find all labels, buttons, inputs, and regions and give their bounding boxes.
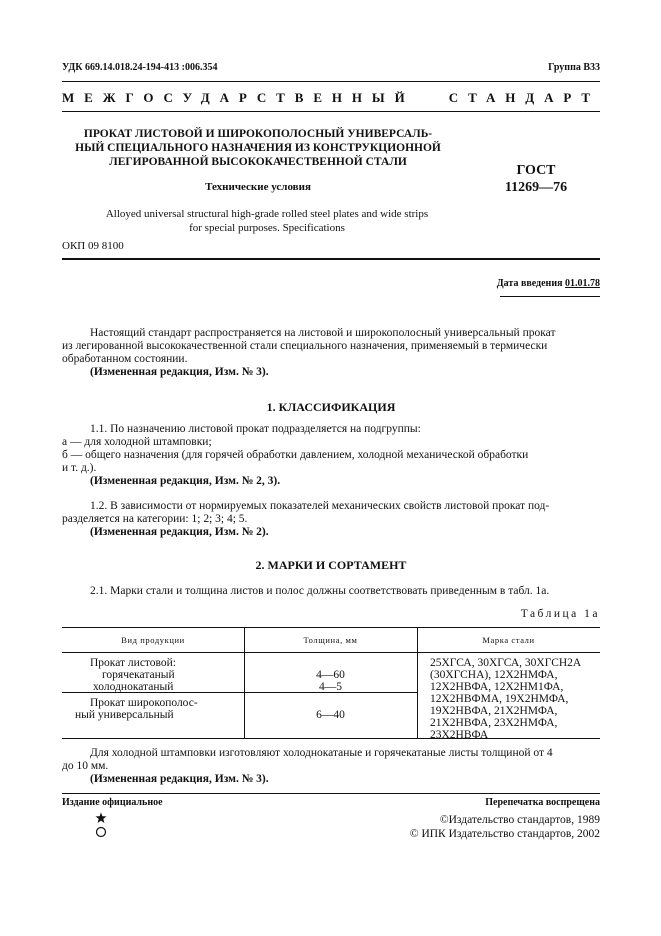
- table-cell-grade: 19Х2НВФА, 21Х2НМФА,: [430, 705, 558, 717]
- gost-number: 11269—76: [504, 180, 568, 195]
- copyright-1989: ©Издательство стандартов, 1989: [439, 814, 600, 826]
- title-line: ЛЕГИРОВАННОЙ ВЫСОКОКАЧЕСТВЕННОЙ СТАЛИ: [109, 156, 407, 168]
- table-cell-product: ный универсальный: [75, 709, 174, 721]
- p21-text: 2.1. Марки стали и толщина листов и полос должны соответствовать приведенным в табл. 1а.: [90, 585, 550, 597]
- intro-date: [400, 278, 600, 289]
- title-line: НЫЙ СПЕЦИАЛЬНОГО НАЗНАЧЕНИЯ ИЗ КОНСТРУКЦИОННОЙ: [75, 142, 441, 154]
- p11-line: а — для холодной штамповки;: [62, 436, 212, 448]
- table-cell-grade: 12Х2НВФА, 12Х2НМ1ФА,: [430, 681, 564, 693]
- footer-divider: [62, 793, 600, 794]
- gost-label: ГОСТ: [516, 163, 556, 178]
- table-caption: Таблица 1а: [520, 608, 600, 620]
- table-header-product: Вид продукции: [121, 635, 185, 645]
- copyright-2002: © ИПК Издательство стандартов, 2002: [409, 828, 600, 840]
- banner-divider: [62, 111, 600, 112]
- intro-line: обработанном состоянии.: [62, 353, 188, 365]
- gost-designation: [472, 162, 600, 196]
- english-title-line: Alloyed universal structural high-grade rolled steel plates and wide strips: [105, 208, 429, 220]
- table-cell-product: Прокат листовой:: [90, 657, 176, 669]
- star-icon: [95, 812, 107, 824]
- standard-banner: МЕЖГОСУДАРСТВЕННЫЙ СТАНДАРТ: [62, 90, 600, 105]
- p12-revision: (Измененная редакция, Изм. № 2).: [90, 526, 269, 538]
- udk-code: УДК 669.14.018.24-194-413 :006.354: [62, 62, 218, 73]
- section1-heading: 1. КЛАССИФИКАЦИЯ: [266, 400, 396, 414]
- top-divider: [62, 81, 600, 82]
- okp-code: ОКП 09 8100: [62, 240, 124, 252]
- table-cell-grade: 23Х2НВФА: [430, 729, 489, 741]
- section2-heading: 2. МАРКИ И СОРТАМЕНТ: [255, 558, 407, 572]
- table-cell-grade: 21Х2НВФА, 23Х2НМФА,: [430, 717, 558, 729]
- p11-line: и т. д.).: [62, 462, 97, 474]
- table-cell-thickness: 4—5: [319, 681, 342, 693]
- table-cell-product: Прокат широкополос-: [90, 697, 198, 709]
- intro-date-label: Дата введения: [496, 278, 563, 289]
- table-cell-thickness: 6—40: [316, 709, 345, 721]
- table-cell-product: холоднокатаный: [93, 681, 174, 693]
- document-subtitle: Технические условия: [205, 181, 311, 193]
- after-table-line: до 10 мм.: [62, 760, 109, 772]
- table-cell-grade: (30ХГСНА), 12Х2НМФА,: [430, 669, 558, 681]
- english-title-line: for special purposes. Specifications: [189, 222, 345, 234]
- table-header-border: [62, 652, 600, 653]
- after-table-line: Для холодной штамповки изготовляют холоднокатаные и горячекатаные листы толщиной от 4: [90, 747, 553, 759]
- english-title: [62, 207, 472, 235]
- intro-line: Настоящий стандарт распространяется на листовой и широкополосный универсальный прокат: [90, 327, 556, 339]
- intro-date-value: 01.01.78: [565, 278, 600, 289]
- title-line: ПРОКАТ ЛИСТОВОЙ И ШИРОКОПОЛОСНЫЙ УНИВЕРСАЛЬ-: [83, 128, 433, 140]
- table-cell-thickness: 4—60: [316, 669, 345, 681]
- table-cell-grade: 25ХГСА, 30ХГСА, 30ХГСН2А: [430, 657, 582, 669]
- table-bottom-border: [62, 738, 600, 739]
- p11-line: 1.1. По назначению листовой прокат подразделяется на подгруппы:: [90, 423, 421, 435]
- official-edition: Издание официальное: [62, 797, 163, 808]
- group-code: Группа В33: [548, 62, 600, 73]
- p11-revision: (Измененная редакция, Изм. № 2, 3).: [90, 475, 281, 487]
- table-cell-product: горячекатаный: [102, 669, 175, 681]
- intro-revision: (Измененная редакция, Изм. № 3).: [90, 366, 269, 378]
- p12-line: 1.2. В зависимости от нормируемых показателей механических свойств листовой прокат под-: [90, 500, 550, 512]
- table-header-thickness: Толщина, мм: [303, 635, 358, 645]
- table-top-border: [62, 627, 600, 628]
- p11-line: б — общего назначения (для горячей обработки давлением, холодной механической обработки: [62, 449, 529, 461]
- document-title: [62, 127, 454, 169]
- table-header-grades: Марка стали: [482, 635, 535, 645]
- reprint-notice: Перепечатка воспрещена: [485, 797, 600, 808]
- date-underline: [500, 296, 600, 297]
- after-table-revision: (Измененная редакция, Изм. № 3).: [90, 773, 269, 785]
- intro-line: из легированной высококачественной стали специального назначения, применяемый в термически: [62, 340, 548, 352]
- circle-icon: [95, 826, 107, 838]
- title-divider: [62, 258, 600, 260]
- p12-line: разделяется на категории: 1; 2; 3; 4; 5.: [62, 513, 248, 525]
- table-cell-grade: 12Х2НВФМА, 19Х2НМФА,: [430, 693, 569, 705]
